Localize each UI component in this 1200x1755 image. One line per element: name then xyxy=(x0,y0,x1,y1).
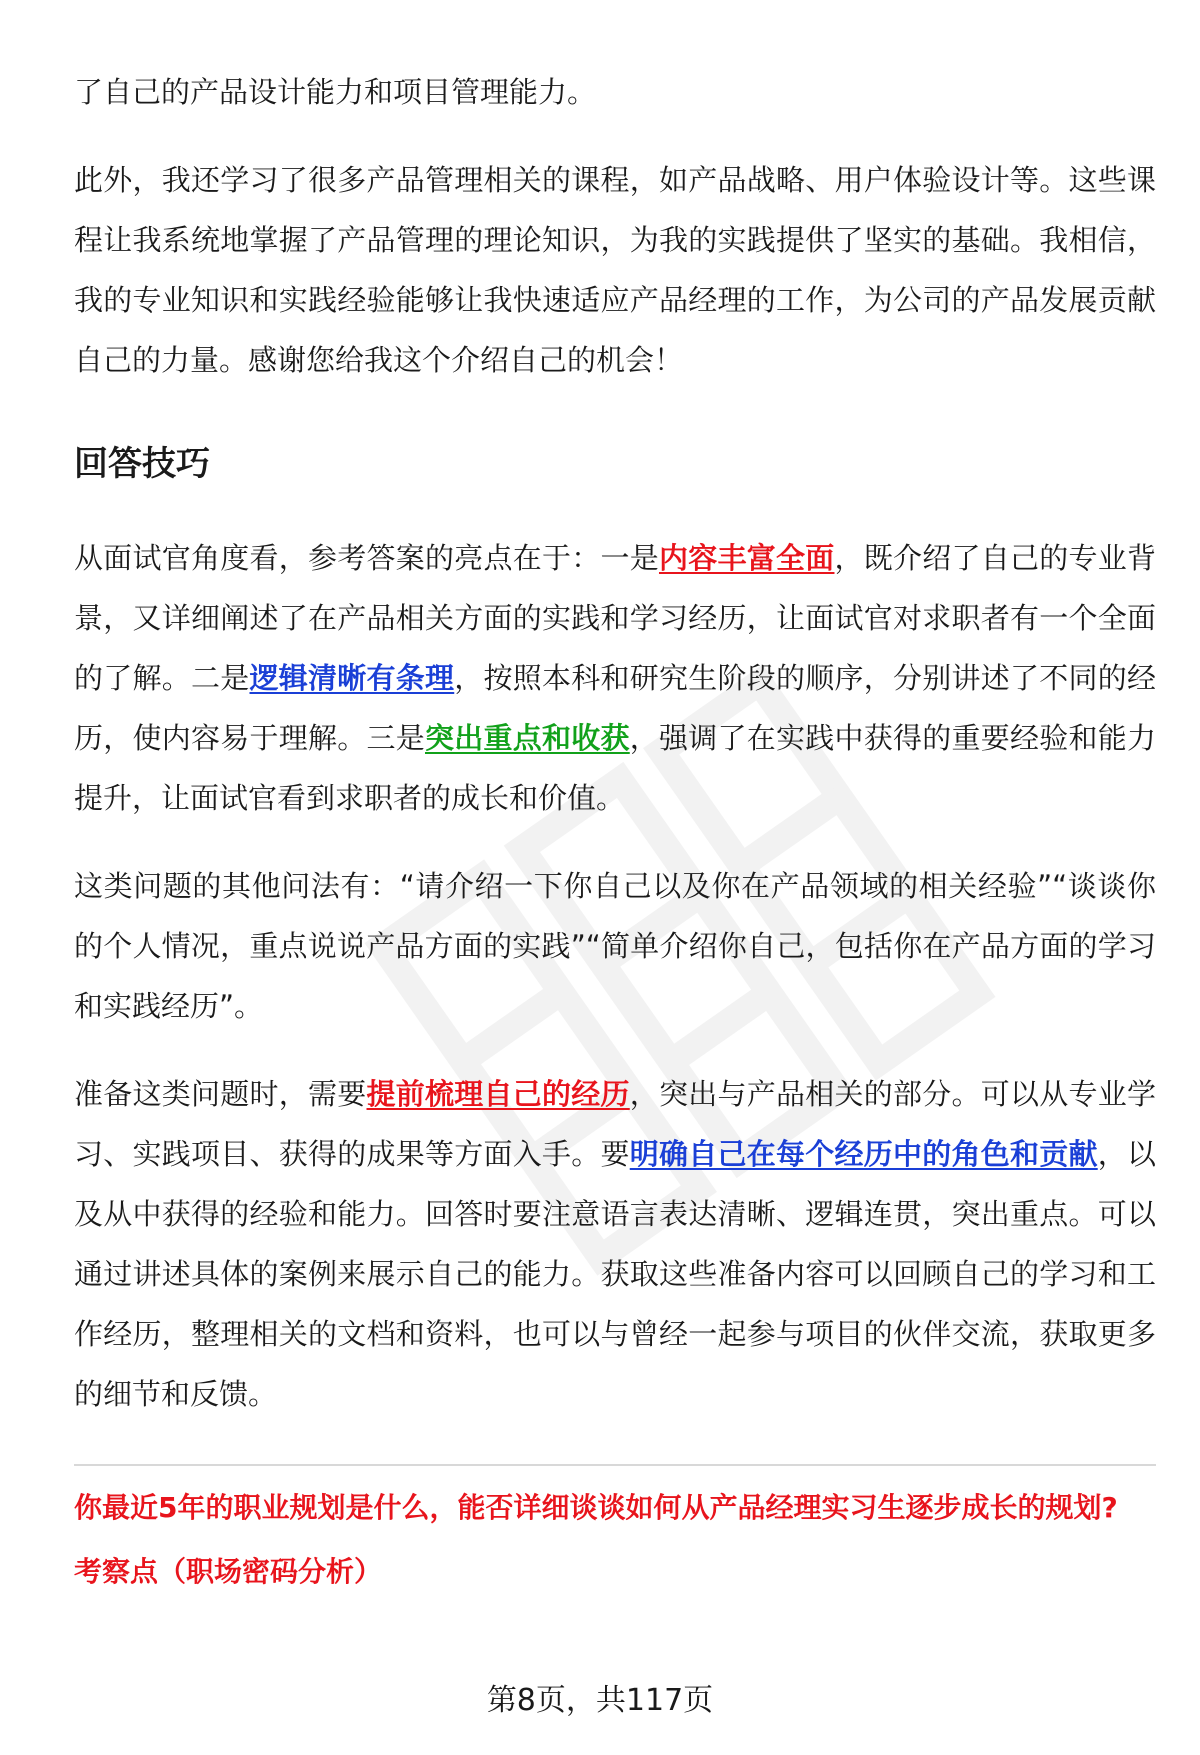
closing-paragraph: 此外，我还学习了很多产品管理相关的课程，如产品战略、用户体验设计等。这些课程让我系统地掌握了产品管理的理论知识，为我的实践提供了坚实的基础。我相信，我的专业知识和实践经验能够让我快速适应产品经理的工作，为公司的产品发展贡献自己的力量。感谢您给我这个介绍自己的机会！ xyxy=(74,163,1156,377)
text-run: ，既介绍了自己的专业背景，又详细阐述了在产品相关方面的实践和学习经历，让面试官对求职者有一个全面的了解。二是 xyxy=(74,541,1156,695)
highlight-review-experience: 提前梳理自己的经历 xyxy=(366,1077,630,1111)
document-body xyxy=(74,62,1156,1594)
intro-tail: 了自己的产品设计能力和项目管理能力。 xyxy=(74,75,597,109)
next-subhead: 考察点（职场密码分析） xyxy=(74,1555,383,1588)
text-run: ，强调了在实践中获得的重要经验和能力提升，让面试官看到求职者的成长和价值。 xyxy=(74,721,1156,815)
text-run: ，按照本科和研究生阶段的顺序，分别讲述了不同的经历，使内容易于理解。三是 xyxy=(74,661,1156,755)
section-divider xyxy=(74,1464,1156,1466)
tips-heading: 回答技巧 xyxy=(74,444,210,484)
tips-paragraph-preparation xyxy=(74,1064,1156,1424)
highlight-content-rich: 内容丰富全面 xyxy=(658,541,835,575)
page-footer: 第8页，共117页 xyxy=(486,1683,714,1718)
highlight-role-contribution: 明确自己在每个经历中的角色和贡献 xyxy=(629,1137,1098,1171)
text-run: 准备这类问题时，需要 xyxy=(74,1077,367,1111)
highlight-logic-clear: 逻辑清晰有条理 xyxy=(249,661,455,695)
tips-paragraph-alternatives: 这类问题的其他问法有：“请介绍一下你自己以及你在产品领域的相关经验”“谈谈你的个人情况，重点说说产品方面的实践”“简单介绍你自己，包括你在产品方面的学习和实践经历”。 xyxy=(74,869,1156,1023)
next-question: 你最近5年的职业规划是什么，能否详细谈谈如何从产品经理实习生逐步成长的规划? xyxy=(74,1491,1118,1524)
text-run: ，以及从中获得的经验和能力。回答时要注意语言表达清晰、逻辑连贯，突出重点。可以通过讲述具体的案例来展示自己的能力。获取这些准备内容可以回顾自己的学习和工作经历，整理相关的文档和资料，也可以与曾经一起参与项目的伙伴交流，获取更多的细节和反馈。 xyxy=(74,1137,1156,1411)
text-run: ，突出与产品相关的部分。可以从专业学习、实践项目、获得的成果等方面入手。要 xyxy=(74,1077,1156,1171)
highlight-key-points: 突出重点和收获 xyxy=(425,721,630,755)
text-run: 从面试官角度看，参考答案的亮点在于：一是 xyxy=(74,541,659,575)
tips-paragraph-highlights xyxy=(74,528,1156,828)
